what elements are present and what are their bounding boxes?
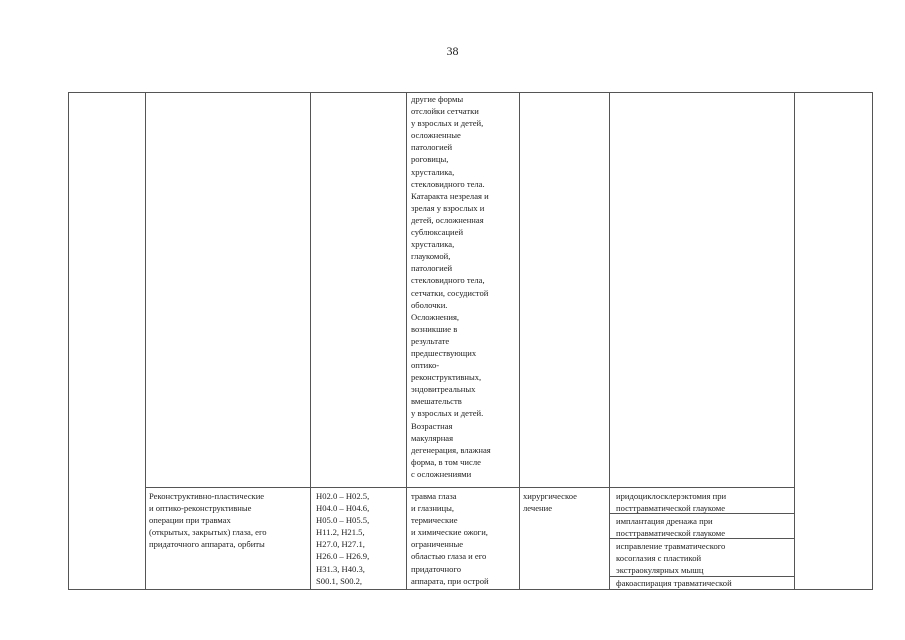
column-divider	[406, 92, 407, 590]
medical-care-table	[68, 92, 873, 590]
method-item: факоаспирация травматической	[616, 578, 732, 588]
method-item: исправление травматического косоглазия с пластикой экстраокулярных мышц	[616, 541, 726, 576]
table-border-right	[872, 92, 873, 590]
column-divider	[609, 92, 610, 590]
method-item: иридоциклосклерэктомия при посттравматической глаукоме	[616, 491, 727, 514]
column-divider	[794, 92, 795, 590]
table-border-left	[68, 92, 69, 590]
table-border-bottom	[68, 589, 873, 590]
row-divider	[145, 487, 795, 488]
method-divider	[609, 538, 795, 539]
column-divider	[519, 92, 520, 590]
column-divider	[145, 92, 146, 590]
icd-codes-cell: H02.0 – H02.5, H04.0 – H04.6, H05.0 – H05.5, H11.2, H21.5, H27.0, H27.1, H26.0 – H26.9, H31.3, H40.3, S00.1, S00.2,	[316, 491, 370, 586]
diagnosis-cell-continued: другие формы отслойки сетчатки у взрослых и детей, осложненные патологией роговицы, хрусталика, стекловидного тела. Катаракта незрелая и зрелая у взрослых и детей, осложненная сублюксацией хрусталика, глаукомой, патологией стекловидного тела, сетчатки, сосудистой оболочки. Осложнения, возникшие в результате предшествующих оптико- реконструктивных, эндовитреальных вмешательств у взрослых и детей. Возрастная макулярная дегенерация, влажная форма, в том числе с осложнениями	[411, 94, 491, 479]
method-divider	[609, 513, 795, 514]
diagnosis-cell: травма глаза и глазницы, термические и химические ожоги, ограниченные областью глаза и его придаточного аппарата, при острой	[411, 491, 489, 586]
method-item: имплантация дренажа при посттравматической глаукоме	[616, 516, 726, 539]
group-name-cell: Реконструктивно-пластические и оптико-реконструктивные операции при травмах (открытых, закрытых) глаза, его придаточного аппарата, орбиты	[149, 491, 267, 550]
page-number: 38	[446, 44, 459, 58]
column-divider	[310, 92, 311, 590]
treatment-type-cell: хирургическое лечение	[523, 491, 577, 514]
